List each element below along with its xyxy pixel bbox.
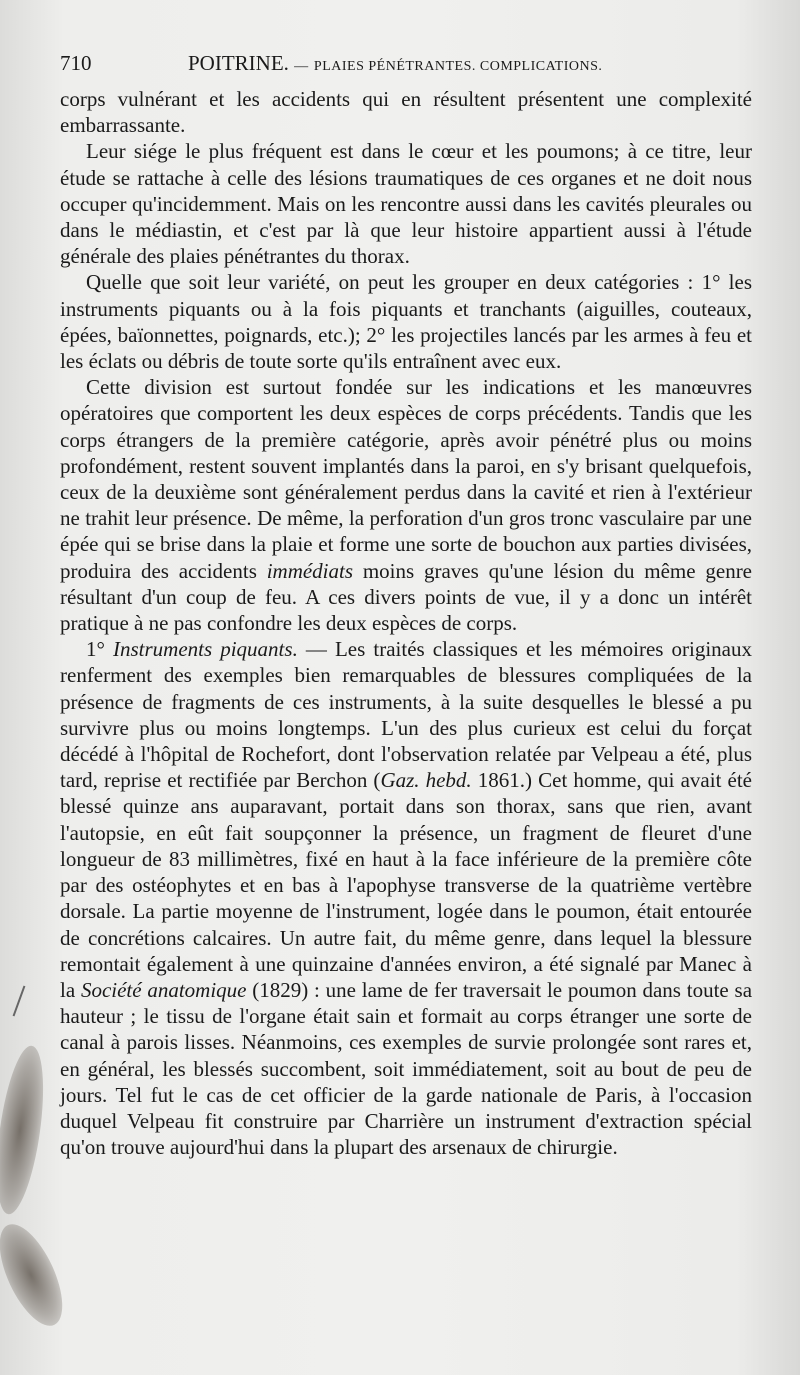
running-head bbox=[188, 48, 602, 82]
instruments-text-a: — Les traités classiques et les mémoires originaux renferment des exemples bien remarquables de blessures compliquées de la présence de fragments de ces instruments, à la suite desquelles le blessé a pu survivre plus ou moins longtemps. L'un des plus curieux est celui du forçat décédé à l'hôpital de Rochefort, dont l'observation relatée par Velpeau a été, plus tard, reprise et rectifiée par Berchon ( bbox=[60, 637, 752, 793]
ink-stain bbox=[0, 1043, 52, 1217]
division-text-a: Cette division est surtout fondée sur les indications et les manœuvres opératoires que comportent les deux espèces de corps précédents. Tandis que les corps étrangers de la première catégorie, après avoir pénétré plus ou moins profondément, restent souvent implantés dans la paroi, en s'y brisant quelquefois, ceux de la deuxième sont généralement perdus dans la cavité et rien à l'extérieur ne trahit leur présence. De même, la perforation d'un gros tronc vasculaire par une épée qui se brise dans la plaie et forme une sorte de bouchon aux parties divisées, produira des accidents bbox=[60, 375, 752, 583]
instruments-text-b: 1861.) Cet homme, qui avait été blessé quinze ans auparavant, portait dans son thorax, sans que rien, avant l'autopsie, en eût fait soupçonner la présence, un fragment de fleuret d'une longueur de 83 millimètres, fixé en haut à la face inférieure de la première côte par des ostéophytes et en bas à l'apophyse transverse de la quatrième vertèbre dorsale. La partie moyenne de l'instrument, logée dans le poumon, était entourée de concrétions calcaires. Un autre fait, du même genre, dans lequel la blessure remontait également à une quinzaine d'années environ, a été signalé par Manec à la bbox=[60, 768, 752, 1002]
journal-reference: Gaz. hebd. bbox=[380, 768, 472, 793]
paragraph-siege: Leur siége le plus fréquent est dans le cœur et les poumons; à ce titre, leur étude se rattache à celle des lésions traumatiques de ces organes et ne doit nous occuper qu'incidemment. Mais on les rencontre aussi dans les cavités pleurales ou dans le médiastin, et c'est par là que leur histoire appartient aussi à l'étude générale des plaies pénétrantes du thorax. bbox=[60, 139, 752, 269]
margin-pencil-mark bbox=[13, 986, 26, 1017]
page-header bbox=[60, 48, 750, 78]
society-reference: Société anatomique bbox=[80, 977, 247, 1002]
section-number: 1° bbox=[86, 637, 105, 662]
section-heading: Instruments piquants. bbox=[112, 637, 298, 662]
paragraph-division bbox=[60, 374, 752, 636]
emphasis-immediats: immédiats bbox=[266, 558, 354, 583]
division-text-b: moins graves qu'une lésion du même genre résultant d'un coup de feu. A ces divers points de vue, il y a donc un intérêt pratique à ne pas confondre les deux espèces de corps. bbox=[60, 558, 753, 636]
paragraph-instruments-piquants bbox=[60, 636, 752, 1160]
running-head-title: POITRINE. bbox=[188, 51, 289, 75]
body-text bbox=[60, 86, 752, 1160]
paragraph-continuation: corps vulnérant et les accidents qui en résultent présentent une complexité embarrassante. bbox=[60, 87, 752, 138]
running-head-separator: — bbox=[294, 59, 309, 74]
paragraph-categories: Quelle que soit leur variété, on peut les grouper en deux catégories : 1° les instruments piquants ou à la fois piquants et tranchants (aiguilles, couteaux, épées, baïonnettes, poignards, etc.); 2° les projectiles lancés par les armes à feu et les éclats ou débris de toute sorte qu'ils entraînent avec eux. bbox=[60, 270, 752, 374]
instruments-text-c: (1829) : une lame de fer traversait le poumon dans toute sa hauteur ; le tissu de l'organe était sain et formait au corps étranger une sorte de canal à parois lisses. Néanmoins, ces exemples de survie prolongée sont rares et, en général, les blessés succombent, soit immédiatement, soit au bout de peu de jours. Tel fut le cas de cet officier de la garde nationale de Paris, à l'occasion duquel Velpeau fit construire par Charrière un instrument d'extraction spécial qu'on trouve aujourd'hui dans la plupart des arsenaux de chirurgie. bbox=[60, 977, 753, 1160]
ink-stain-lower bbox=[0, 1215, 75, 1334]
page-number: 710 bbox=[60, 51, 92, 75]
running-head-subtitle: PLAIES PÉNÉTRANTES. COMPLICATIONS. bbox=[313, 59, 603, 74]
